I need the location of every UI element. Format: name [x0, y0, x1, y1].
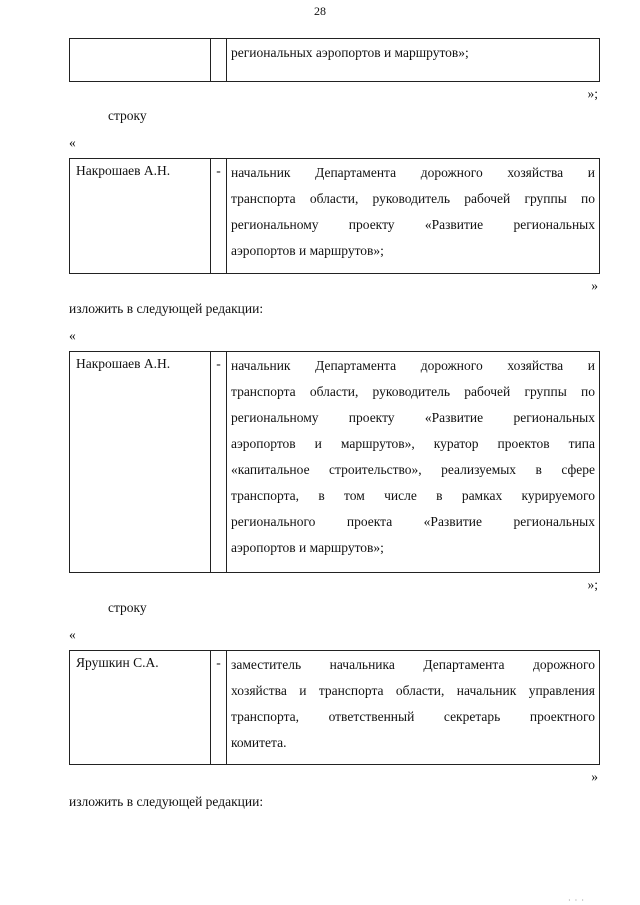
table-row-nakroshaev-old [69, 158, 600, 274]
description-line: региональному проекту «Развитие региональных [231, 217, 595, 232]
instruction-edit: изложить в следующей редакции: [69, 301, 264, 316]
opening-quote: « [69, 328, 76, 343]
description-line: транспорта, в том числе в рамках курируемого [231, 488, 595, 503]
dash-cell [211, 39, 227, 81]
description-line: регионального проекта «Развитие региональных [231, 514, 595, 529]
position-description [227, 39, 599, 81]
description-line: транспорта области, руководитель рабочей группы по [231, 191, 595, 206]
position-description [227, 159, 599, 273]
description-line: региональных аэропортов и маршрутов»; [231, 45, 469, 60]
table-row-yarushkin-old [69, 650, 600, 765]
description-line: заместитель начальника Департамента дорожного [231, 657, 595, 672]
person-name: Накрошаев А.Н. [70, 159, 211, 273]
scan-mark: · · · [568, 896, 585, 905]
description-line: региональному проекту «Развитие региональных [231, 410, 595, 425]
dash-cell: - [211, 352, 227, 572]
page-number: 28 [314, 4, 326, 18]
closing-quote: » [591, 278, 598, 293]
opening-quote: « [69, 627, 76, 642]
description-line: транспорта области, руководитель рабочей группы по [231, 384, 595, 399]
instruction-stroku: строку [108, 600, 147, 615]
instruction-edit: изложить в следующей редакции: [69, 794, 264, 809]
description-line: аэропортов и маршрутов»; [231, 243, 384, 258]
position-description [227, 352, 599, 572]
table-row-nakroshaev-new [69, 351, 600, 573]
closing-quote: »; [587, 577, 598, 592]
position-description [227, 651, 599, 764]
instruction-stroku: строку [108, 108, 147, 123]
person-name [70, 39, 211, 81]
opening-quote: « [69, 135, 76, 150]
dash-cell: - [211, 159, 227, 273]
closing-quote: » [591, 769, 598, 784]
description-line: аэропортов и маршрутов»; [231, 540, 384, 555]
description-line: транспорта, ответственный секретарь проектного [231, 709, 595, 724]
table-fragment-continuation [69, 38, 600, 82]
description-line: «капитальное строительство», реализуемых в сфере [231, 462, 595, 477]
description-line: комитета. [231, 735, 287, 750]
description-line: аэропортов и маршрутов», куратор проектов типа [231, 436, 595, 451]
description-line: хозяйства и транспорта области, начальник управления [231, 683, 595, 698]
person-name: Накрошаев А.Н. [70, 352, 211, 572]
dash-cell: - [211, 651, 227, 764]
description-line: начальник Департамента дорожного хозяйства и [231, 165, 595, 180]
person-name: Ярушкин С.А. [70, 651, 211, 764]
description-line: начальник Департамента дорожного хозяйства и [231, 358, 595, 373]
closing-quote: »; [587, 86, 598, 101]
